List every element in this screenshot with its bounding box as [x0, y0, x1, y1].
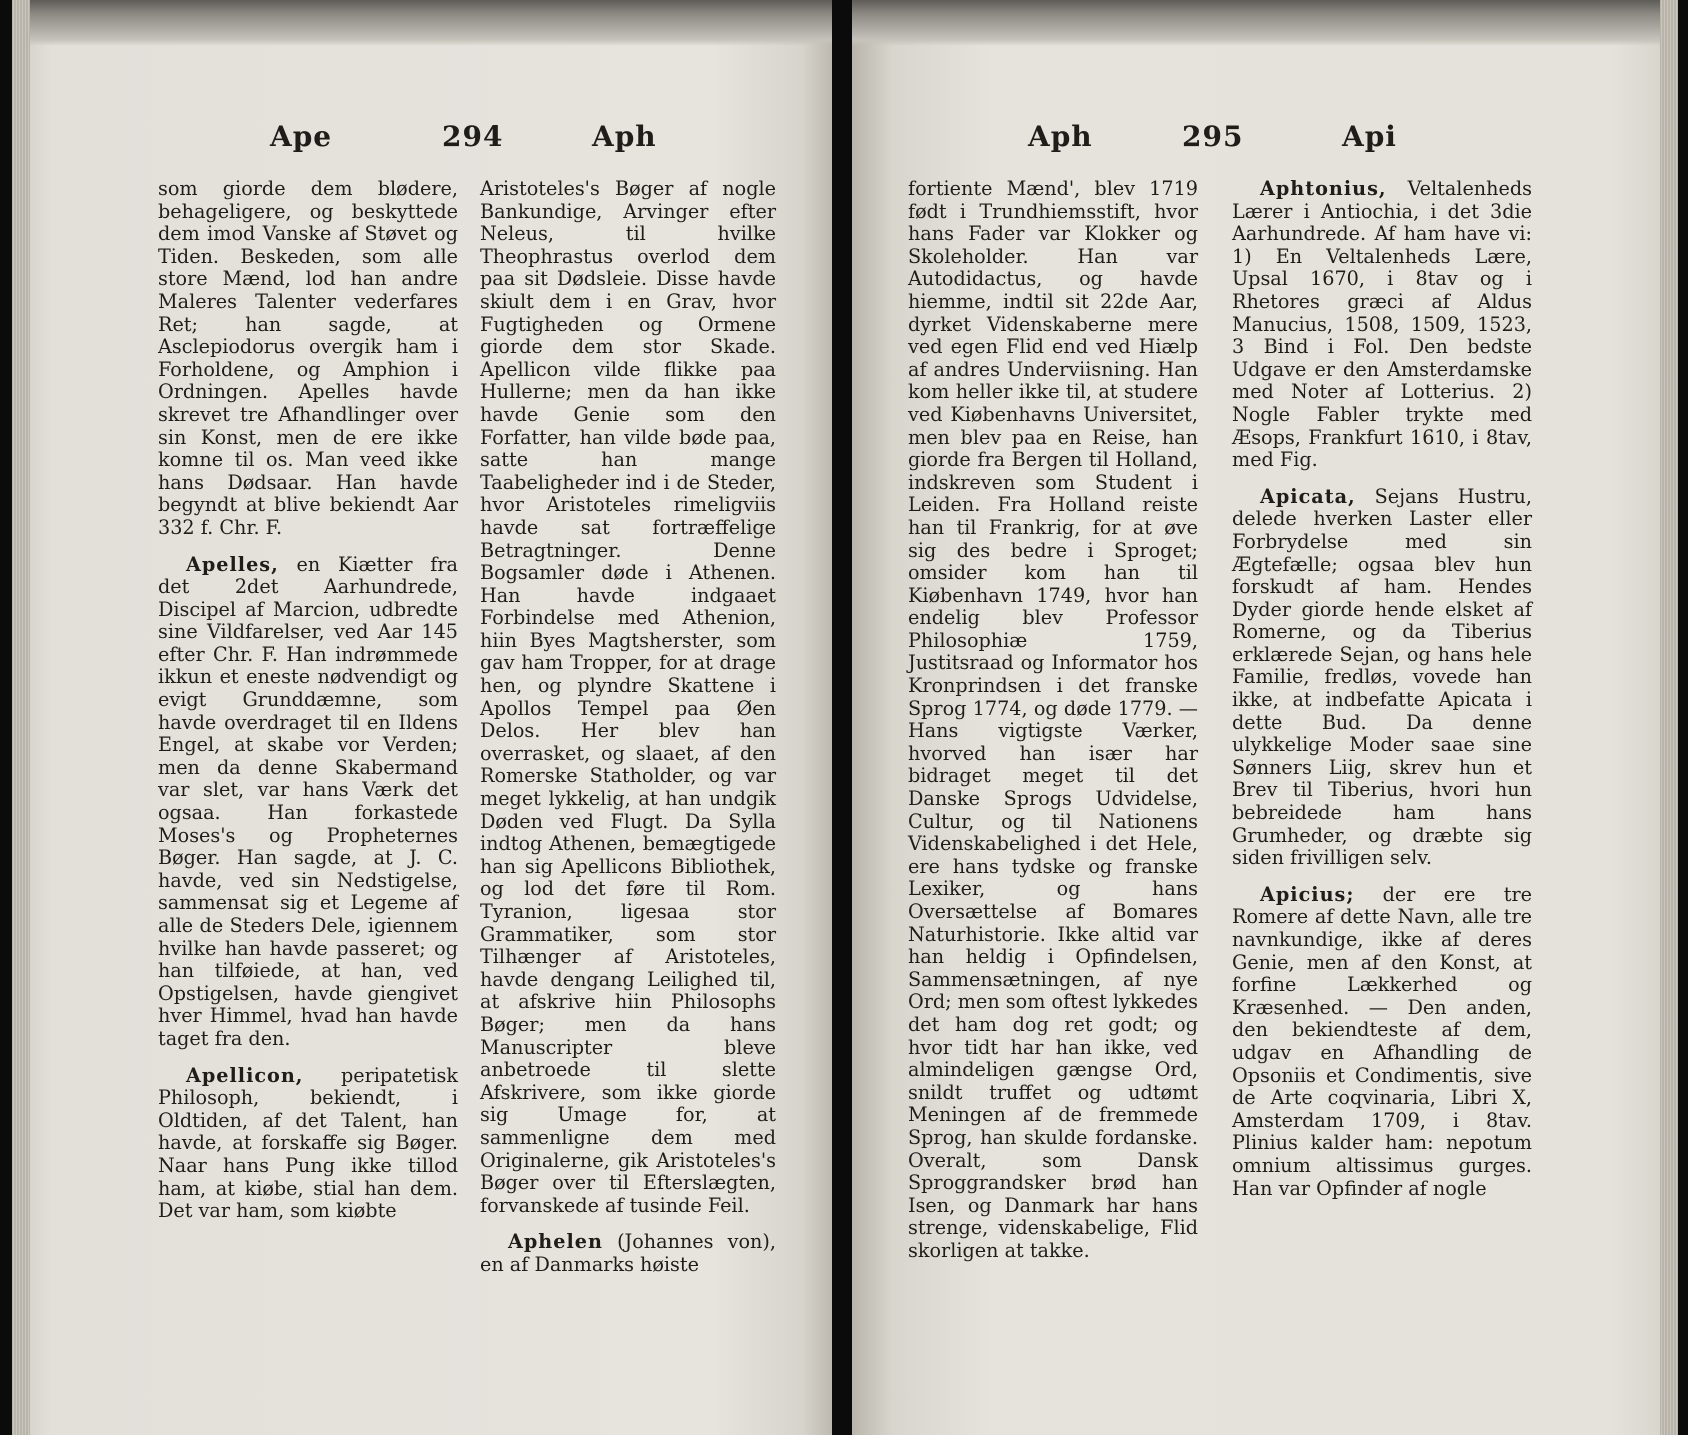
text-column-1: [158, 178, 458, 1223]
paragraph: [1232, 884, 1532, 1200]
page-top-edge: [852, 0, 1678, 46]
paragraph-text: (Johannes von), en af Danmarks høiste: [480, 1230, 776, 1276]
left-page: [12, 0, 832, 1435]
text-column-1: [908, 178, 1198, 1263]
entry-headword: Aphtonius,: [1260, 177, 1387, 200]
right-page: [852, 0, 1678, 1435]
paragraph-text: fortiente Mænd', blev 1719 født i Trundhiemsstift, hvor hans Fader var Klokker og Skoleholder. Han var Autodidactus, og havde hiemme, indtil sit 22de Aar, dyrket Videnskaberne mere ved egen Flid end ved Hiælp af andres Underviisning. Han kom heller ikke til, at studere ved Kiøbenhavns Universitet, men blev paa en Reise, han giorde fra Bergen til Holland, indskreven som Student i Leiden. Fra Holland reiste han til Frankrig, for at øve sig des bedre i Sproget; omsider kom han til Kiøbenhavn 1749, hvor han endelig blev Professor Philosophiæ 1759, Justitsraad og Informator hos Kronprindsen i det franske Sprog 1774, og døde 1779. — Hans vigtigste Værker, hvorved han især har bidraget meget til det Danske Sprogs Udvidelse, Cultur, og til Nationens Videnskabelighed i det Hele, ere hans tydske og franske Lexiker, og hans Oversættelse af Bomares Naturhistorie. Ikke altid var han heldig i Opfindelsen, Sammensætningen, af nye Ord; men som oftest lykkedes det ham dog ret godt; og hvor tidt har han ikke, ved almindeligen gængse Ord, snildt truffet og udtømt Meningen af de fremmede Sprog, han skulde fordanske. Overalt, som Dansk Sproggrandsker brød han Isen, og Danmark har hans strenge, videnskabelige, Flid skorligen at takke.: [908, 177, 1198, 1262]
entry-headword: Apicata,: [1260, 484, 1356, 508]
paragraph-text: en Kiætter fra det 2det Aarhundrede, Discipel af Marcion, udbredte sine Vildfarelser, ved Aar 145 efter Chr. F. Han indrømmede ikkun et eneste nødvendigt og evigt Grunddæmne, som havde overdraget til en Ildens Engel, at skabe vor Verden; men da denne Skabermand var slet, var hans Værk det ogsaa. Han forkastede Moses's og Propheternes Bøger. Han sagde, at J. C. havde, ved sin Nedstigelse, sammensat sig et Legeme af alle de Steders Dele, igiennem hvilke han havde passeret; og han tilføiede, at han, ved Opstigelsen, havde giengivet hver Himmel, hvad han havde taget fra den.: [158, 552, 458, 1050]
text-column-2: [480, 178, 776, 1277]
header-catchword-left: Aph: [1028, 120, 1093, 153]
paragraph: [480, 1231, 776, 1276]
entry-headword: Apellicon,: [186, 1063, 304, 1087]
running-head: [12, 120, 832, 164]
paragraph-text: peripatetisk Philosoph, bekiendt, i Oldtiden, af det Talent, han havde, at forskaffe sig Bøger. Naar hans Pung ikke tillod ham, at kiøbe, stial han dem. Det var ham, som kiøbte: [158, 1063, 458, 1223]
running-head: [852, 120, 1678, 164]
page-number: 294: [442, 120, 504, 153]
header-catchword-right: Aph: [592, 120, 657, 153]
page-side-edge: [12, 0, 30, 1435]
paragraph: [158, 178, 458, 540]
paragraph: [158, 1065, 458, 1223]
paragraph: [908, 178, 1198, 1263]
paragraph-text: der ere tre Romere af dette Navn, alle tre navnkundige, ikke af deres Genie, men af den Konst, at forfine Lækkerhed og Kræsenhed. — Den anden, den bekiendteste af dem, udgav en Afhandling de Opsoniis et Condimentis, sive de Arte coqvinaria, Libri X, Amsterdam 1709, i 8tav. Plinius kalder ham: nepotum omnium altissimus gurges. Han var Opfinder af nogle: [1232, 882, 1532, 1200]
entry-headword: Apicius;: [1260, 882, 1355, 906]
paragraph-text: Aristoteles's Bøger af nogle Bankundige, Arvinger efter Neleus, til hvilke Theophrastus overlod dem paa sit Dødsleie. Disse havde skiult dem i en Grav, hvor Fugtigheden og Ormene giorde dem stor Skade. Apellicon vilde flikke paa Hullerne; men da han ikke havde Genie som den Forfatter, han vilde bøde paa, satte han mange Taabeligheder ind i de Steder, hvor Aristoteles rimeligviis havde sat fortræffelige Betragtninger. Denne Bogsamler døde i Athenen. Han havde indgaaet Forbindelse med Athenion, hiin Byes Magtsherster, som gav ham Tropper, for at drage hen, og plyndre Skattene i Apollos Tempel paa Øen Delos. Her blev han overrasket, og slaaet, af den Romerske Statholder, og var meget lykkelig, at han undgik Døden ved Flugt. Da Sylla indtog Athenen, bemægtigede han sig Apellicons Bibliothek, og lod det føre til Rom. Tyranion, ligesaa stor Grammatiker, som stor Tilhænger af Aristoteles, havde dengang Leilighed til, at afskrive hiin Philosophs Bøger; men da hans Manuscripter bleve anbetroede til slette Afskrivere, som ikke giorde sig Umage for, at sammenligne dem med Originalerne, gik Aristoteles's Bøger over til Efterslægten, forvanskede af tusinde Feil.: [480, 177, 776, 1217]
paragraph: [1232, 178, 1532, 472]
page-number: 295: [1182, 120, 1244, 153]
paragraph-text: som giorde dem blødere, behageligere, og beskyttede dem imod Vanske af Støvet og Tiden. Beskeden, som alle store Mænd, lod han andre Maleres Talenter vederfares Ret; han sagde, at Asclepiodorus overgik ham i Forholdene, og Amphion i Ordningen. Apelles havde skrevet tre Afhandlinger over sin Konst, men de ere ikke komne til os. Man veed ikke hans Dødsaar. Han havde begyndt at blive bekiendt Aar 332 f. Chr. F.: [158, 177, 458, 539]
text-column-2: [1232, 178, 1532, 1200]
paragraph: [158, 554, 458, 1051]
paragraph: [480, 178, 776, 1217]
paragraph-text: Sejans Hustru, delede hverken Laster eller Forbrydelse med sin Ægtefælle; ogsaa blev hun forskudt af ham. Hendes Dyder giorde hende elsket af Romerne, og da Tiberius erklærede Sejan, og hans hele Familie, fredløs, vovede han ikke, at indbefatte Apicata i dette Bud. Da denne ulykkelige Moder saae sine Sønners Liig, skrev hun et Brev til Tiberius, hvori hun bebreidede ham hans Grumheder, og dræbte sig siden frivilligen selv.: [1232, 484, 1532, 870]
page-side-edge: [1660, 0, 1678, 1435]
page-top-edge: [12, 0, 832, 46]
header-catchword-right: Api: [1342, 120, 1397, 153]
paragraph: [1232, 486, 1532, 870]
entry-headword: Aphelen: [508, 1230, 603, 1254]
paragraph-text: Veltalenheds Lærer i Antiochia, i det 3die Aarhundrede. Af ham have vi: 1) En Veltalenheds Lære, Upsal 1670, i 8tav og i Rhetores græci af Aldus Manucius, 1508, 1509, 1523, 3 Bind i Fol. Den bedste Udgave er den Amsterdamske med Noter af Lotterius. 2) Nogle Fabler trykte med Æsops, Frankfurt 1610, i 8tav, med Fig.: [1232, 177, 1532, 472]
entry-headword: Apelles,: [186, 552, 279, 576]
header-catchword-left: Ape: [270, 120, 333, 153]
